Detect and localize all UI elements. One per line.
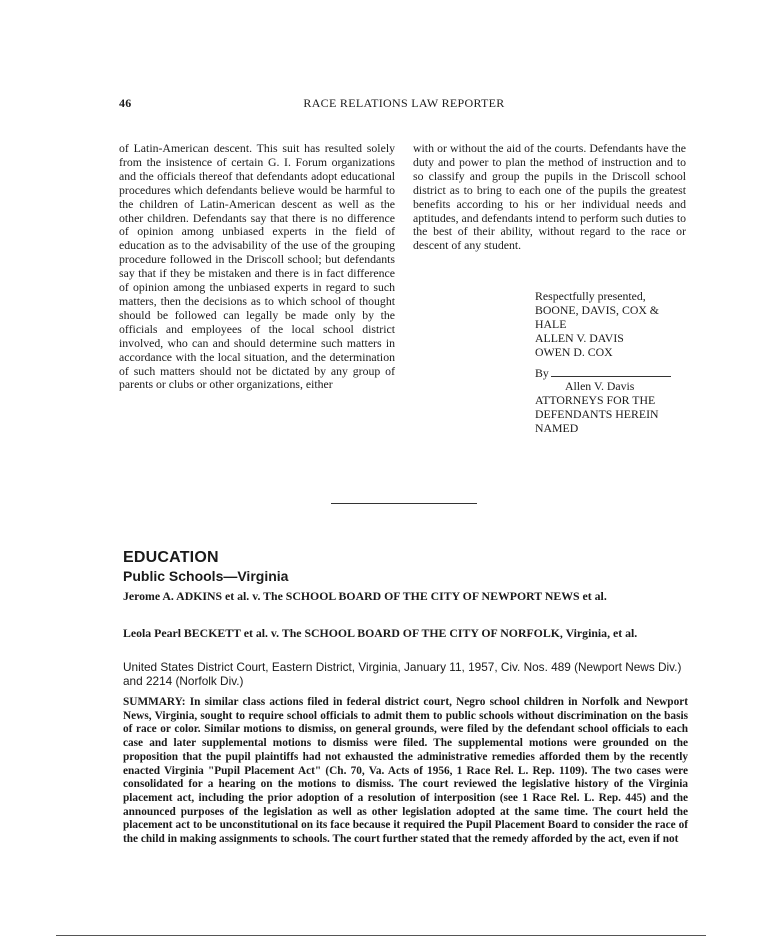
signature-rule xyxy=(551,366,671,377)
case-plaintiff: Jerome A. ADKINS et al. xyxy=(123,589,250,603)
page-number: 46 xyxy=(119,96,132,110)
attorney-name: ALLEN V. DAVIS xyxy=(535,330,624,345)
summary-label: SUMMARY: xyxy=(123,696,186,708)
attorney-name: OWEN D. COX xyxy=(535,344,613,359)
section-divider xyxy=(331,503,477,504)
case-defendant: The SCHOOL BOARD OF THE CITY OF NORFOLK, Virginia, et al. xyxy=(281,626,638,640)
case-versus: v. xyxy=(270,626,280,640)
bottom-rule xyxy=(56,935,706,936)
summary-text: In similar class actions filed in federal district court, Negro school children in Norfolk and Newport News, Virginia, sought to require school officials to admit them to public schools without discrimination on the basis of race or color. Similar motions to dismiss, on general grounds, were filed by the defendant school officials to each case and later supplemental motions to dismiss were filed. The supplemental motions were grounded on the proposition that the pupil plaintiffs had not exhausted the administrative remedies afforded them by the recently enacted Virginia "Pupil Placement Act" (Ch. 70, Va. Acts of 1956, 1 Race Rel. L. Rep. 1109). The two cases were consolidated for a hearing on the motions to dismiss. The court reviewed the legislative history of the Virginia placement act, including the prior adoption of a resolution of interposition (see 1 Race Rel. L. Rep. 445) and the announced purposes of the legislation as well as other legislation adopted at the same time. The court held the placement act to be unconstitutional on its face because it required the Pupil Placement Board to consider the race of the child in making assignments to schools. The court further stated that the remedy afforded by the act, even if not xyxy=(123,696,688,846)
by-signature-line xyxy=(535,366,695,381)
case-summary xyxy=(123,696,688,847)
attorney-role-line1: ATTORNEYS FOR THE xyxy=(535,393,656,408)
right-column-paragraph: with or without the aid of the courts. Defendants have the duty and power to plan the method of instruction and to so classify and group the pupils in the Driscoll school district as to bring to each one of the pupils the greatest benefits according to his or her individual needs and aptitudes, and defendants intend to perform such duties to the best of their ability, without regard to the race or descent of any student. xyxy=(413,141,686,253)
journal-title: RACE RELATIONS LAW REPORTER xyxy=(303,96,505,110)
left-column xyxy=(119,142,395,392)
attorney-role-line2: DEFENDANTS HEREIN xyxy=(535,407,659,422)
left-column-paragraph: of Latin-American descent. This suit has resulted solely from the insistence of certain G. I. Forum organizations and the officials thereof that defendants adopt educational procedures which defendants believe would be harmful to the children of Latin-American descent as well as the other children. Defendants say that there is no difference of opinion among unbiased experts in the field of education as to the advisability of the use of the grouping procedure followed in the Driscoll school; but defendants say that if they be mistaken and there is in fact difference of opinion among the unbiased experts in regard to such matters, then the decisions as to which school of thought should be followed can legally be made only by the officials and employees of the local school district involved, who can and should determine such matters in accordance with the local situation, and the determination of such matters should not be dictated by any group of parents or clubs or other organizations, either xyxy=(119,141,395,392)
case-caption xyxy=(123,589,688,603)
by-label: By xyxy=(535,365,549,380)
case-plaintiff: Leola Pearl BECKETT et al. xyxy=(123,626,268,640)
case-versus: v. xyxy=(252,589,261,603)
signer-name: Allen V. Davis xyxy=(565,379,635,394)
firm-name-line1: BOONE, DAVIS, COX & xyxy=(535,302,659,317)
firm-name-line2: HALE xyxy=(535,316,567,331)
closing-line: Respectfully presented, xyxy=(535,289,646,303)
case-defendant: The SCHOOL BOARD OF THE CITY OF NEWPORT NEWS et al. xyxy=(263,589,607,603)
signature-block xyxy=(535,290,695,436)
section-heading: EDUCATION xyxy=(123,549,219,566)
case-caption xyxy=(123,626,688,640)
attorney-role-line3: NAMED xyxy=(535,421,579,436)
right-column xyxy=(413,142,686,253)
section-heading-block xyxy=(123,548,288,585)
section-subheading: Public Schools—Virginia xyxy=(123,568,289,584)
court-citation: United States District Court, Eastern District, Virginia, January 11, 1957, Civ. Nos. 489 (Newport News Div.) and 2214 (Norfolk Div.) xyxy=(123,660,682,688)
running-header xyxy=(119,96,689,114)
